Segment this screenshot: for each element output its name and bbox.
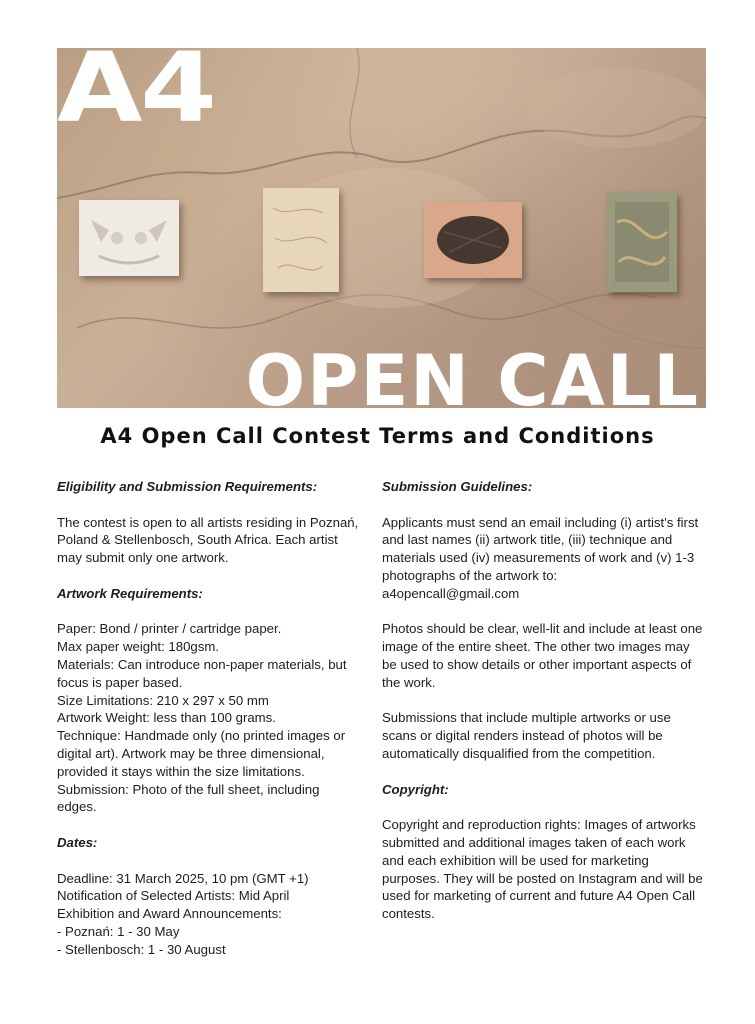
copyright-text: Copyright and reproduction rights: Images of artworks submitted and additional images taken of each work and each exhibition will be used for marketing purposes. They will be posted on Instagram and will be used for marketing of current and future A4 Open Call contests. [382, 817, 703, 922]
eligibility-text: The contest is open to all artists residing in Poznań, Poland & Stellenbosch, South Africa. Each artist may submit only one artwork. [57, 514, 359, 566]
brand-a4-logo: A4 [57, 48, 215, 144]
artwork-line: Technique: Handmade only (no printed images or digital art). Artwork may be three dimensional, provided it stays within the size limitations. [57, 728, 349, 779]
dates-line: - Poznań: 1 - 30 May [57, 923, 180, 939]
artwork-paper-cutout [79, 200, 179, 276]
artwork-line: Submission: Photo of the full sheet, including edges. [57, 781, 324, 815]
artwork-line-drawing [263, 188, 339, 292]
copyright-heading: Copyright: [382, 781, 449, 797]
right-column [382, 478, 707, 923]
eligibility-heading: Eligibility and Submission Requirements: [57, 479, 318, 494]
artwork-line: Size Limitations: 210 x 297 x 50 mm [57, 692, 269, 708]
guidelines-text: Applicants must send an email including (i) artist's first and last names (ii) artwork title, (iii) technique and materials used (iv) measurements of work and (v) 1-3 photographs of the artwork to: [382, 514, 699, 583]
dates-line: - Stellenbosch: 1 - 30 August [57, 941, 226, 957]
artwork-charcoal [424, 202, 522, 278]
dates-heading: Dates: [57, 834, 98, 850]
hero-image [57, 48, 706, 408]
artwork-line: Paper: Bond / printer / cartridge paper. [57, 621, 282, 637]
artwork-heading: Artwork Requirements: [57, 585, 203, 601]
brand-open-call-logo: OPEN CALL [245, 340, 700, 408]
guidelines-heading: Submission Guidelines: [382, 479, 533, 494]
artwork-line: Max paper weight: 180gsm. [57, 639, 219, 655]
page-title: A4 Open Call Contest Terms and Conditions [100, 424, 655, 448]
dates-line: Deadline: 31 March 2025, 10 pm (GMT +1) [57, 870, 309, 886]
contact-email[interactable]: a4opencall@gmail.com [382, 585, 520, 601]
left-column [57, 478, 362, 959]
artwork-mixed-media [607, 192, 677, 292]
dates-line: Exhibition and Award Announcements: [57, 906, 282, 922]
dates-line: Notification of Selected Artists: Mid April [57, 888, 290, 904]
photos-text: Photos should be clear, well-lit and include at least one image of the entire sheet. The other two images may be used to show details or other important aspects of the work. [382, 621, 703, 690]
artwork-line: Materials: Can introduce non-paper materials, but focus is paper based. [57, 656, 351, 690]
disqualify-text: Submissions that include multiple artworks or use scans or digital renders instead of photos will be automatically disqualified from the competition. [382, 710, 671, 761]
artwork-line: Artwork Weight: less than 100 grams. [57, 710, 276, 726]
